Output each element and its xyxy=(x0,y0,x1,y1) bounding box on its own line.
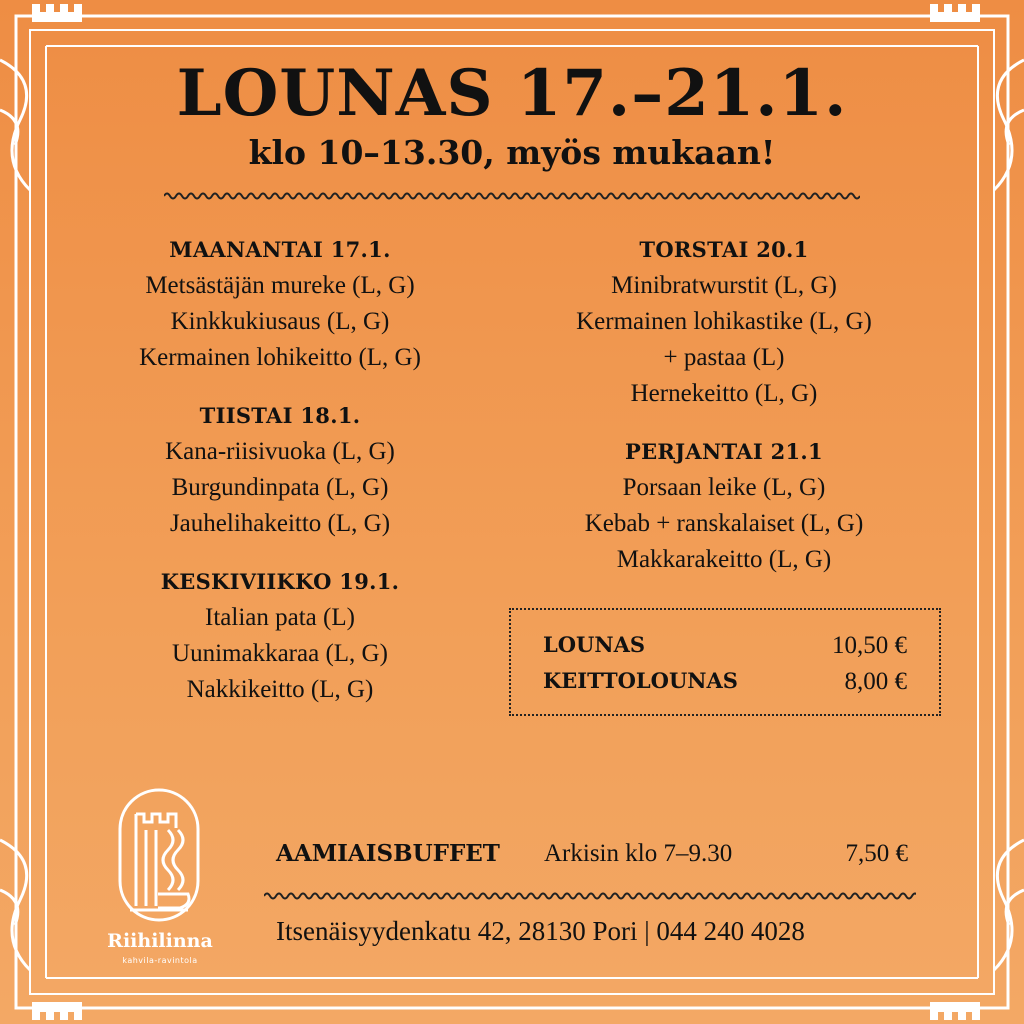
menu-item: Kermainen lohikastike (L, G) xyxy=(576,308,872,335)
menu-item: Metsästäjän mureke (L, G) xyxy=(145,272,415,299)
menu-item: Kana-riisivuoka (L, G) xyxy=(165,438,395,465)
logo-name: Riihilinna xyxy=(107,930,213,952)
breakfast-hours: Arkisin klo 7–9.30 xyxy=(544,840,733,867)
menu-item: Porsaan leike (L, G) xyxy=(622,474,826,501)
menu-item: Minibratwurstit (L, G) xyxy=(611,272,837,299)
menu-item: Uunimakkaraa (L, G) xyxy=(172,640,388,667)
wave-divider-top xyxy=(164,188,860,204)
day-heading: TORSTAI 20.1 xyxy=(639,237,809,262)
day-block xyxy=(524,232,924,412)
menu-item: Hernekeitto (L, G) xyxy=(630,380,818,407)
day-heading: MAANANTAI 17.1. xyxy=(169,237,391,262)
breakfast-price: 7,50 € xyxy=(845,840,908,867)
day-heading: KESKIVIIKKO 19.1. xyxy=(160,569,400,594)
page-subtitle: klo 10–13.30, myös mukaan! xyxy=(248,133,776,172)
price-value: 10,50 € xyxy=(832,632,907,659)
breakfast-row xyxy=(276,840,908,876)
price-box xyxy=(509,608,941,716)
day-block xyxy=(100,564,460,708)
price-label: KEITTOLOUNAS xyxy=(543,668,738,693)
menu-item: Nakkikeitto (L, G) xyxy=(186,676,374,703)
menu-left-column xyxy=(100,232,460,730)
menu-item: Burgundinpata (L, G) xyxy=(171,474,389,501)
menu-item: Italian pata (L) xyxy=(205,604,355,631)
logo-tagline: kahvila-ravintola xyxy=(122,956,198,965)
menu-item: Kebab + ranskalaiset (L, G) xyxy=(584,510,864,537)
day-block xyxy=(100,398,460,542)
menu-right-column xyxy=(524,232,924,600)
menu-item: + pastaa (L) xyxy=(663,344,785,371)
price-label: LOUNAS xyxy=(543,632,646,657)
price-value: 8,00 € xyxy=(844,668,907,695)
page-title: LOUNAS 17.–21.1. xyxy=(176,56,848,131)
price-row-soup xyxy=(543,668,907,696)
menu-item: Makkarakeitto (L, G) xyxy=(616,546,832,573)
day-block xyxy=(100,232,460,376)
address-phone: Itsenäisyydenkatu 42, 28130 Pori | 044 240 4028 xyxy=(276,916,805,946)
menu-item: Kermainen lohikeitto (L, G) xyxy=(139,344,421,371)
day-heading: TIISTAI 18.1. xyxy=(199,403,361,428)
menu-item: Jauhelihakeitto (L, G) xyxy=(169,510,391,537)
breakfast-label: AAMIAISBUFFET xyxy=(276,840,500,867)
day-block xyxy=(524,434,924,578)
menu-item: Kinkkukiusaus (L, G) xyxy=(170,308,390,335)
wave-divider-bottom xyxy=(264,888,916,904)
price-row-lunch xyxy=(543,632,907,660)
day-heading: PERJANTAI 21.1 xyxy=(625,439,823,464)
